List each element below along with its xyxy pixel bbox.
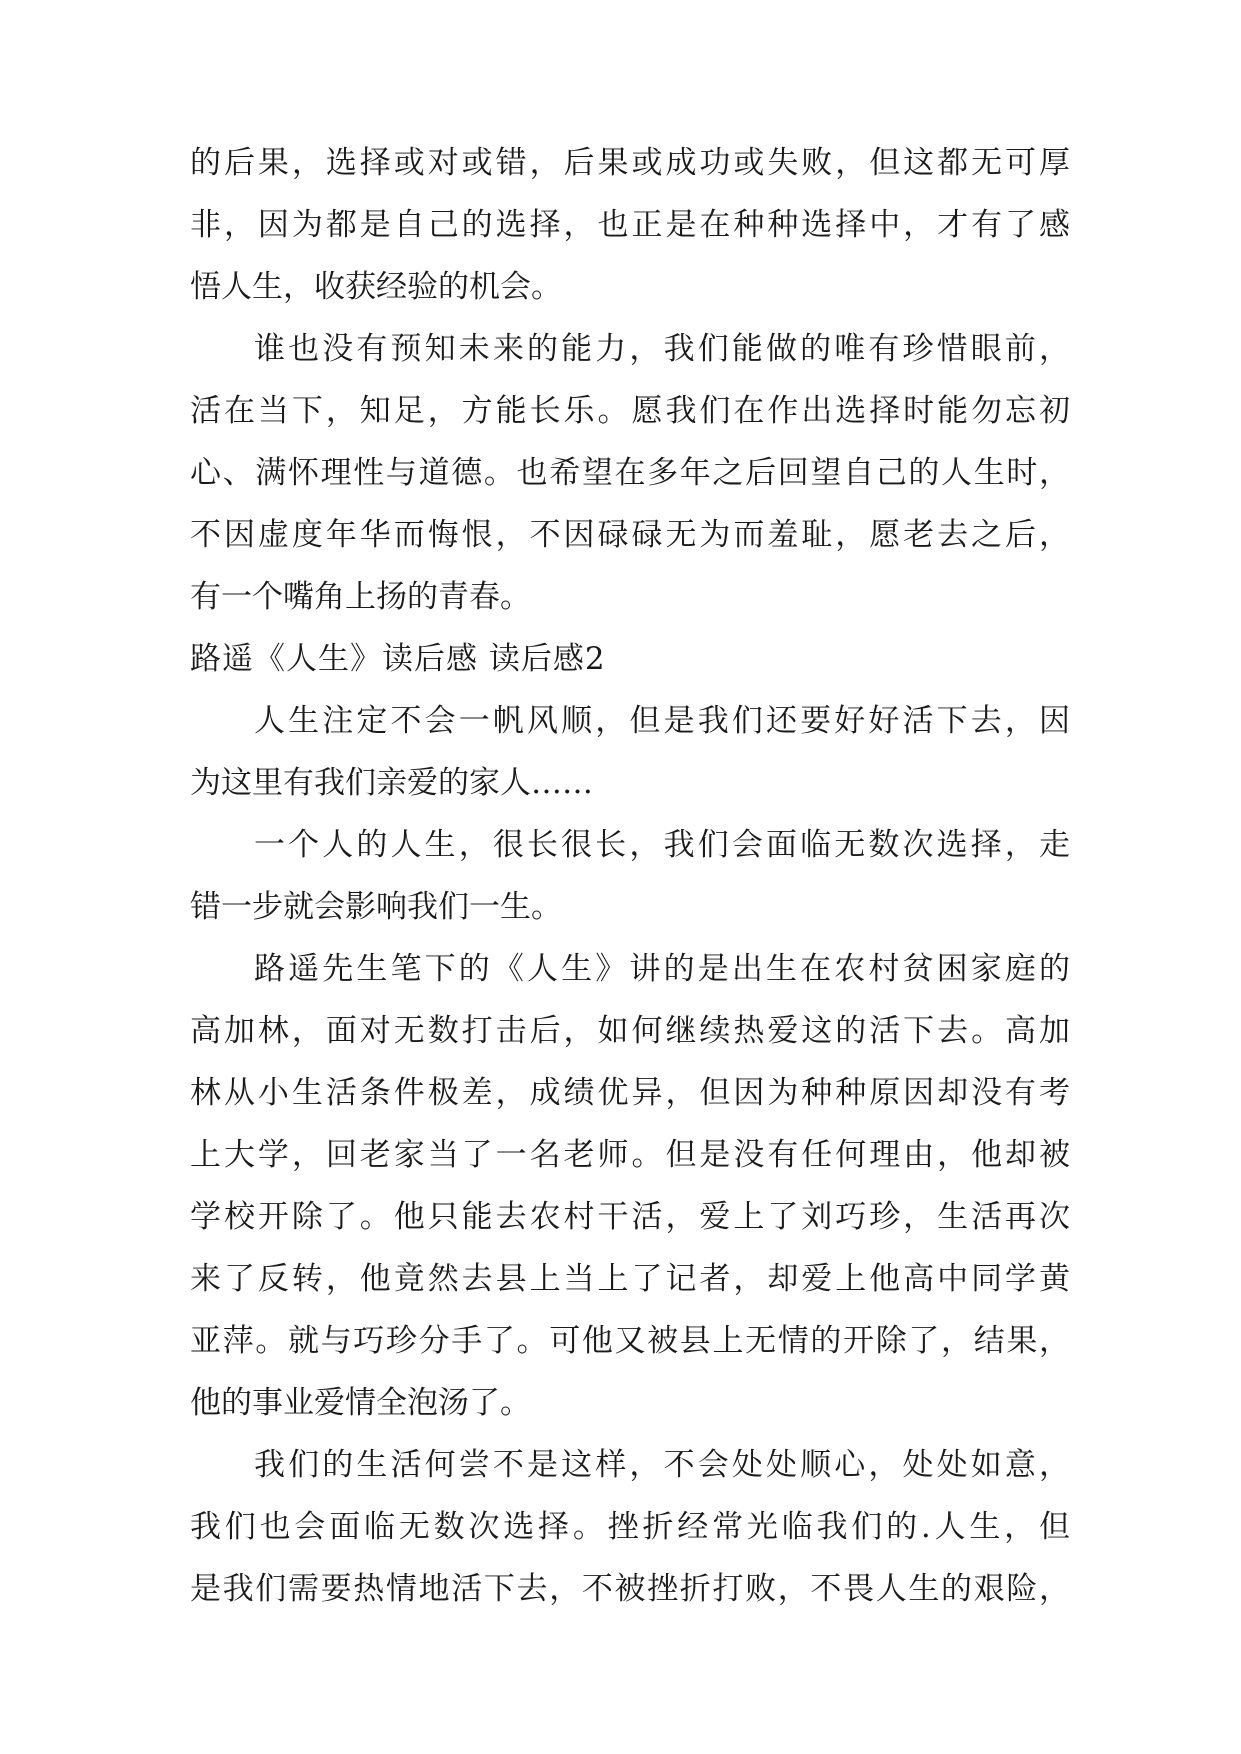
text-line-11: 为这里有我们亲爱的家人…… — [190, 765, 593, 801]
section-heading: 路遥《人生》读后感 读后感2 — [190, 641, 606, 677]
text-line-15: 高加林，面对无数打击后，如何继续热爱这的活下去。高加 — [190, 1013, 1070, 1049]
text-line-4: 谁也没有预知未来的能力，我们能做的唯有珍惜眼前， — [254, 331, 1070, 367]
text-line-18: 学校开除了。他只能去农村干活，爱上了刘巧珍，生活再次 — [190, 1199, 1070, 1235]
text-line-23: 我们也会面临无数次选择。挫折经常光临我们的.人生，但 — [190, 1509, 1070, 1545]
text-line-20: 亚萍。就与巧珍分手了。可他又被县上无情的开除了，结果， — [190, 1323, 1070, 1359]
text-line-3: 悟人生，收获经验的机会。 — [190, 269, 562, 305]
text-line-5: 活在当下，知足，方能长乐。愿我们在作出选择时能勿忘初 — [190, 393, 1070, 429]
text-line-14: 路遥先生笔下的《人生》讲的是出生在农村贫困家庭的 — [254, 951, 1070, 987]
text-line-6: 心、满怀理性与道德。也希望在多年之后回望自己的人生时， — [190, 455, 1070, 491]
text-line-21: 他的事业爱情全泡汤了。 — [190, 1385, 531, 1421]
text-line-12: 一个人的人生，很长很长，我们会面临无数次选择，走 — [254, 827, 1070, 863]
text-line-24: 是我们需要热情地活下去，不被挫折打败，不畏人生的艰险， — [190, 1571, 1070, 1607]
text-line-7: 不因虚度年华而悔恨，不因碌碌无为而羞耻，愿老去之后， — [190, 517, 1070, 553]
text-line-10: 人生注定不会一帆风顺，但是我们还要好好活下去，因 — [254, 703, 1070, 739]
text-line-22: 我们的生活何尝不是这样，不会处处顺心，处处如意， — [254, 1447, 1070, 1483]
text-line-1: 的后果，选择或对或错，后果或成功或失败，但这都无可厚 — [190, 145, 1070, 181]
text-line-16: 林从小生活条件极差，成绩优异，但因为种种原因却没有考 — [190, 1075, 1070, 1111]
text-line-13: 错一步就会影响我们一生。 — [190, 889, 562, 925]
text-line-19: 来了反转，他竟然去县上当上了记者，却爱上他高中同学黄 — [190, 1261, 1070, 1297]
text-line-8: 有一个嘴角上扬的青春。 — [190, 579, 531, 615]
text-line-17: 上大学，回老家当了一名老师。但是没有任何理由，他却被 — [190, 1137, 1070, 1173]
text-line-2: 非，因为都是自己的选择，也正是在种种选择中，才有了感 — [190, 207, 1070, 243]
